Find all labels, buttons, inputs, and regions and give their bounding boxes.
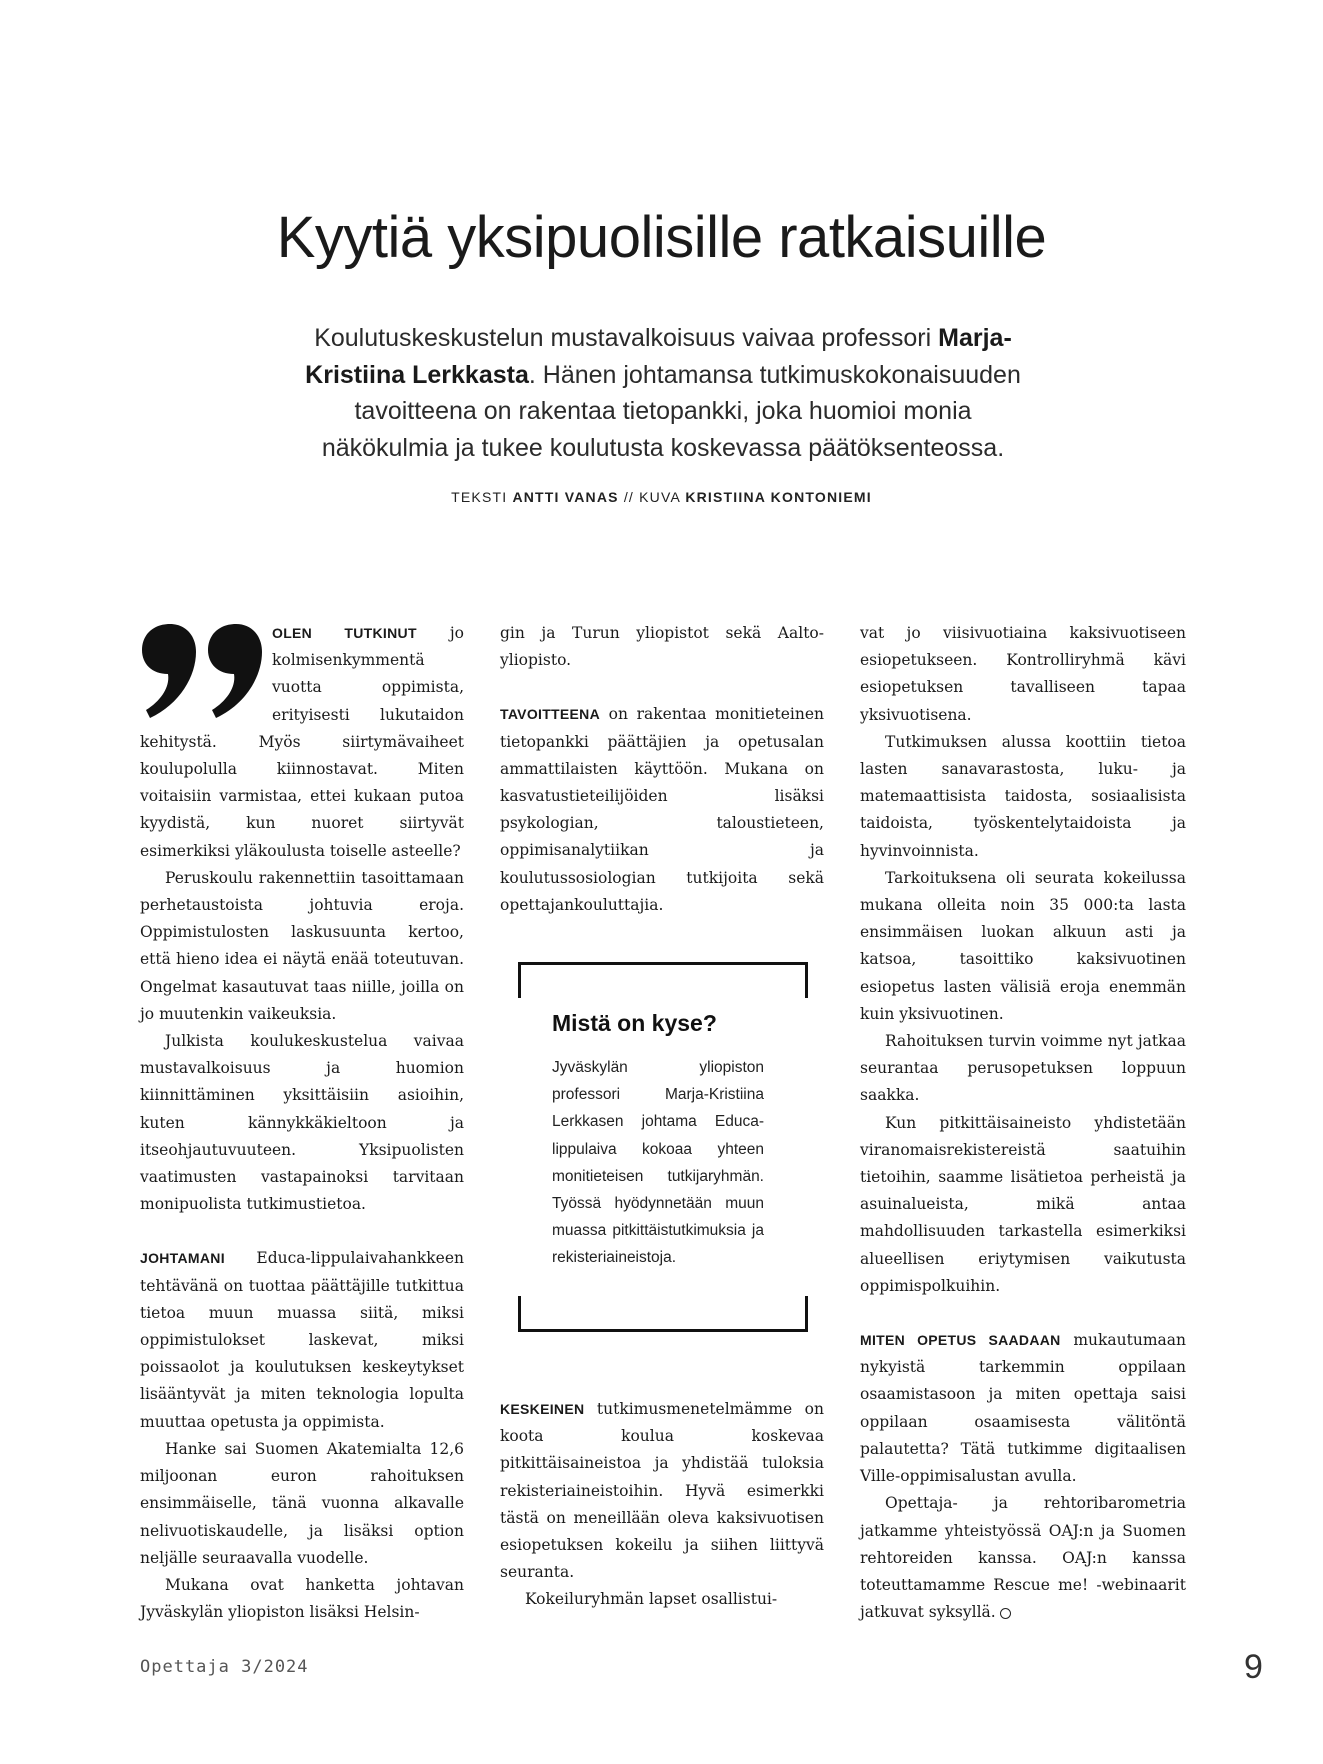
lead-name: Marja-Kristiina Lerkkasta — [305, 324, 1012, 389]
paragraph-keyword: JOHTAMANI — [140, 1250, 225, 1267]
paragraph-keyword: KESKEINEN — [500, 1401, 585, 1417]
paragraph-keyword: MITEN OPETUS SAADAAN — [860, 1332, 1061, 1349]
page-number: 9 — [1244, 1648, 1263, 1686]
paragraph: Tutkimuksen alussa koottiin tietoa lasten sanavarastosta, luku- ja matemaattisista taidosta, sosiaalisista taidoista, työskentelytaidoista ja hyvinvoinnista. — [860, 732, 1186, 860]
paragraph: vat jo viisivuotiaina kaksivuotiseen esiopetukseen. Kontrolliryhmä kävi esiopetuksen tavalliseen tapaa yksivuotisena. — [860, 624, 1186, 724]
lead-text: Koulutuskeskustelun mustavalkoisuus vaivaa professori — [314, 324, 939, 352]
byline-text-label: TEKSTI — [451, 489, 508, 505]
end-mark-icon — [1000, 1608, 1011, 1619]
paragraph-text: mukautumaan nykyistä tarkemmin oppilaan osaamistasoon ja miten opettaja saisi oppilaan osaamisesta välitöntä palautetta? Tätä tutkimme digitaalisen Ville-oppimisalustan avulla. — [860, 1331, 1186, 1486]
paragraph-keyword: OLEN TUTKINUT — [272, 625, 417, 641]
paragraph: Julkista koulukeskustelua vaivaa mustavalkoisuus ja huomion kiinnittäminen yksittäisiin asioihin, kuten kännykkäkieltoon ja itseohjautuvuuteen. Yksipuolisten vaatimusten vastapainoksi tarvitaan monipuolista tutkimustietoa. — [140, 1032, 464, 1214]
paragraph-text: on rakentaa monitieteinen tietopankki päättäjien ja opetusalan ammattilaisten käyttöön. Mukana on kasvatustieteilijöiden lisäksi psykologian, taloustieteen, oppimisanalytiikan ja koulutussosiologian tutkijoita sekä opettajankouluttajia. — [500, 705, 824, 914]
article-column-2-bottom — [500, 1396, 824, 1614]
paragraph: Mukana ovat hanketta johtavan Jyväskylän yliopiston lisäksi Helsin- — [140, 1575, 464, 1622]
paragraph: Rahoituksen turvin voimme nyt jatkaa seurantaa perusopetuksen loppuun saakka. — [860, 1032, 1186, 1105]
paragraph-text: Educa-lippulaivahankkeen tehtävänä on tuottaa päättäjille tutkittua tietoa muun muassa siitä, miksi oppimistulokset laskevat, miksi poissaolot ja koulutuksen keskeytykset lisääntyvät ja miten teknologia lopulta muuttaa opetusta ja oppimista. — [140, 1249, 464, 1431]
paragraph: Kun pitkittäisaineisto yhdistetään viranomaisrekistereistä saatuihin tietoihin, saamme lisätietoa perheistä ja asuinalueista, mikä antaa mahdollisuuden tarkastella esimerkiksi alueellisen eriytymisen vaikutusta oppimispolkuihin. — [860, 1113, 1186, 1295]
paragraph-text: jo kolmisenkymmentä vuotta oppimista, erityisesti lukutaidon kehitystä. Myös siirtymävaiheet koulupolulla kiinnostavat. Miten voitaisiin varmistaa, ettei kukaan putoa kyydistä, kun nuoret siirtyvät esimerkiksi yläkoulusta toiselle asteelle? — [140, 624, 464, 860]
magazine-issue: Opettaja 3/2024 — [140, 1657, 309, 1677]
article-column-3 — [860, 620, 1186, 1626]
article-column-1 — [140, 620, 464, 1626]
byline-photo-label: KUVA — [639, 489, 681, 505]
paragraph — [500, 1396, 824, 1586]
byline — [0, 489, 1323, 505]
paragraph-keyword: TAVOITTEENA — [500, 706, 601, 723]
paragraph: gin ja Turun yliopistot sekä Aalto-yliopisto. — [500, 624, 824, 670]
lead-text-end: . Hänen johtamansa tutkimuskokonaisuuden tavoitteena on rakentaa tietopankki, joka huomioi monia näkökulmia ja tukee koulutusta koskevassa päätöksenteossa. — [321, 360, 1021, 462]
paragraph: Kokeiluryhmän lapset osallistui- — [525, 1590, 778, 1609]
paragraph — [860, 1327, 1186, 1490]
paragraph-text: Opettaja- ja rehtoribarometria jatkamme yhteistyössä OAJ:n ja Suomen rehtoreiden kanssa. OAJ:n kanssa toteuttamamme Rescue me! -webinaarit jatkuvat syksyllä. — [860, 1494, 1186, 1622]
byline-separator: // — [623, 489, 634, 505]
paragraph: Peruskoulu rakennettiin tasoittamaan perhetaustoista johtuvia eroja. Oppimistulosten laskusuunta kertoo, että hieno idea ei näytä enää toteutuvan. Ongelmat kasautuvat taas niille, joilla on jo muutenkin vaikeuksia. — [140, 868, 464, 1023]
article-lead — [290, 320, 1036, 466]
fact-box-title: Mistä on kyse? — [552, 1010, 717, 1036]
article-column-2-top — [500, 620, 824, 919]
fact-box-text: Jyväskylän yliopiston professori Marja-Kristiina Lerkkasen johtama Educa-lippulaiva kokoaa yhteen monitieteisen tutkijaryhmän. Työssä hyödynnetään muun muassa pitkittäistutkimuksia ja rekisteriaineistoja. — [552, 1059, 764, 1267]
paragraph — [500, 701, 824, 919]
paragraph: Tarkoituksena oli seurata kokeilussa mukana olleita noin 35 000:ta lasta ensimmäisen luokan alkuun asti ja katsoa, tasoittiko kaksivuotinen esiopetus lasten välisiä eroja enemmän kuin yksivuotinen. — [860, 868, 1186, 1023]
paragraph — [140, 1245, 464, 1435]
quote-mark-icon — [140, 622, 262, 718]
byline-photographer: KRISTIINA KONTONIEMI — [685, 489, 872, 505]
byline-author: ANTTI VANAS — [512, 489, 619, 505]
fact-box — [518, 962, 808, 1332]
paragraph-text: tutkimusmenetelmämme on koota koulua koskevaa pitkittäisaineistoa ja yhdistää tuloksia rekisteriaineistoihin. Hyvä esimerkki tästä on meneillään oleva kaksivuotisen esiopetuksen kokeilu ja siihen liittyvä seuranta. — [500, 1400, 824, 1582]
paragraph — [860, 1490, 1186, 1626]
article-title: Kyytiä yksipuolisille ratkaisuille — [276, 205, 1047, 270]
paragraph: Hanke sai Suomen Akatemialta 12,6 miljoonan euron rahoituksen ensimmäiselle, tänä vuonna alkavalle nelivuotiskaudelle, ja lisäksi option neljälle seuraavalla vuodelle. — [140, 1439, 464, 1567]
